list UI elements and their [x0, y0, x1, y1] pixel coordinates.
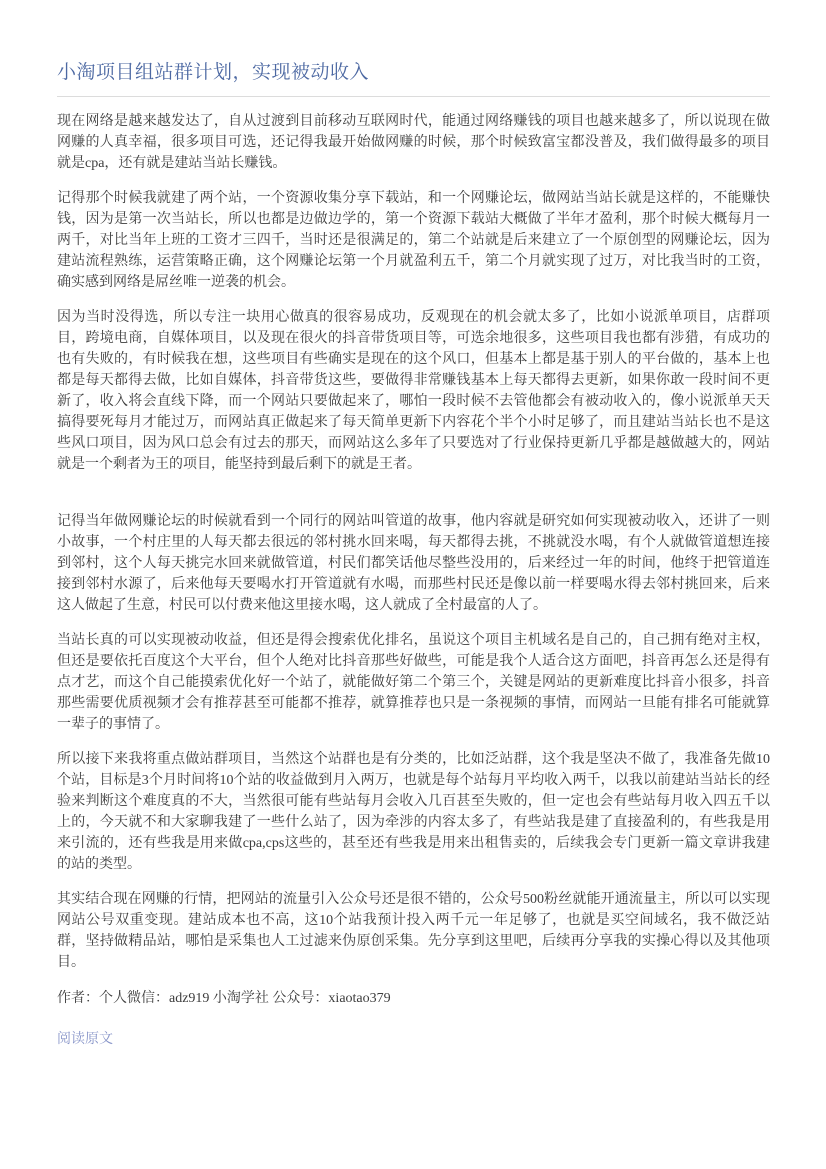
article-title: 小淘项目组站群计划，实现被动收入 [57, 62, 370, 83]
paragraph-first-sites: 记得那个时候我就建了两个站，一个资源收集分享下载站，和一个网赚论坛，做网站当站长就是这样的，不能赚快钱，因为是第一次当站长，所以也都是边做边学的，第一个资源下载站大概做了半年才盈利，那个时候大概每月一两千，对比当年上班的工资才三四千，当时还是很满足的，第二个站就是后来建立了一个原创型的网赚论坛，因为建站流程熟练，运营策略正确，这个网赚论坛第一个月就盈利五千，第二个月就实现了过万，对比我当时的工资，确实感到网络是屌丝唯一逆袭的机会。 [57, 191, 770, 290]
paragraph-seo-vs-douyin: 当站长真的可以实现被动收益，但还是得会搜索优化排名，虽说这个项目主机域名是自己的，自己拥有绝对主权，但还是要依托百度这个大平台，但个人绝对比抖音那些好做些，可能是我个人适合这方面吧，抖音再怎么还是得有点才艺，而这个自己能摸索优化好一个站了，就能做好第二个第三个，关键是网站的更新难度比抖音小很多，抖音那些需要优质视频才会有推荐甚至可能都不推荐，就算推荐也只是一条视频的事情，而网站一旦能有排名可能就算一辈子的事情了。 [57, 633, 770, 732]
paragraph-monetization: 其实结合现在网赚的行情，把网站的流量引入公众号还是很不错的，公众号500粉丝就能开通流量主，所以可以实现网站公号双重变现。建站成本也不高，这10个站我预计投入两千元一年足够了，也就是买空间域名，我不做泛站群，坚持做精品站，哪怕是采集也人工过滤来伪原创采集。先分享到这里吧，后续再分享我的实操心得以及其他项目。 [57, 892, 770, 970]
paragraph-intro: 现在网络是越来越发达了，自从过渡到目前移动互联网时代，能通过网络赚钱的项目也越来越多了，所以说现在做网赚的人真幸福，很多项目可选，还记得我最开始做网赚的时候，那个时候致富宝都没普及，我们做得最多的项目就是cpa，还有就是建站当站长赚钱。 [57, 114, 770, 171]
paragraph-pipeline-story: 记得当年做网赚论坛的时候就看到一个同行的网站叫管道的故事，他内容就是研究如何实现被动收入，还讲了一则小故事，一个村庄里的人每天都去很远的邻村挑水回来喝，每天都得去挑，不挑就没水喝，有个人就做管道想连接到邻村，这个人每天挑完水回来就做管道，村民们都笑话他尽整些没用的，后来经过一年的时间，他终于把管道连接到邻村水源了，后来他每天要喝水打开管道就有水喝，而那些村民还是像以前一样要喝水得去邻村挑回来，后来这人做起了生意，村民可以付费来他这里接水喝，这人就成了全村最富的人了。 [57, 514, 770, 613]
read-original-link[interactable]: 阅读原文 [57, 1032, 113, 1047]
paragraph-site-group-plan: 所以接下来我将重点做站群项目，当然这个站群也是有分类的，比如泛站群，这个我是坚决不做了，我准备先做10个站，目标是3个月时间将10个站的收益做到月入两万，也就是每个站每月平均收入两千，以我以前建站当站长的经验来判断这个难度真的不大，当然很可能有些站每月会收入几百甚至失败的，但一定也会有些站每月收入四五千以上的，今天就不和大家聊我建了一些什么站了，因为牵涉的内容太多了，有些站我是建了直接盈利的，有些我是用来引流的，还有些我是用来做cpa,cps这些的，甚至还有些我是用来出租售卖的，后续我会专门更新一篇文章讲我建的站的类型。 [57, 752, 770, 872]
author-line: 作者：个人微信：adz919 小淘学社 公众号：xiaotao379 [57, 991, 391, 1006]
title-divider [57, 96, 770, 97]
paragraph-projects-comparison: 因为当时没得选，所以专注一块用心做真的很容易成功，反观现在的机会就太多了，比如小说派单项目，店群项目，跨境电商，自媒体项目，以及现在很火的抖音带货项目等，可选余地很多，这些项目我也都有涉猎，有成功的也有失败的，有时候我在想，这些项目有些确实是现在的这个风口，但基本上都是基于别人的平台做的，基本上也都是每天都得去做，比如自媒体，抖音带货这些，要做得非常赚钱基本上每天都得去更新，如果你敢一段时间不更新了，收入将会直线下降，而一个网站只要做起来了，哪怕一段时候不去管他都会有被动收入的，像小说派单天天搞得要死每月才能过万，而网站真正做起来了每天简单更新下内容花个半个小时足够了，而且建站当站长也不是这些风口项目，因为风口总会有过去的那天，而网站这么多年了只要选对了行业保持更新几乎都是越做越大的，网站就是一个剩者为王的项目，能坚持到最后剩下的就是王者。 [57, 310, 770, 472]
